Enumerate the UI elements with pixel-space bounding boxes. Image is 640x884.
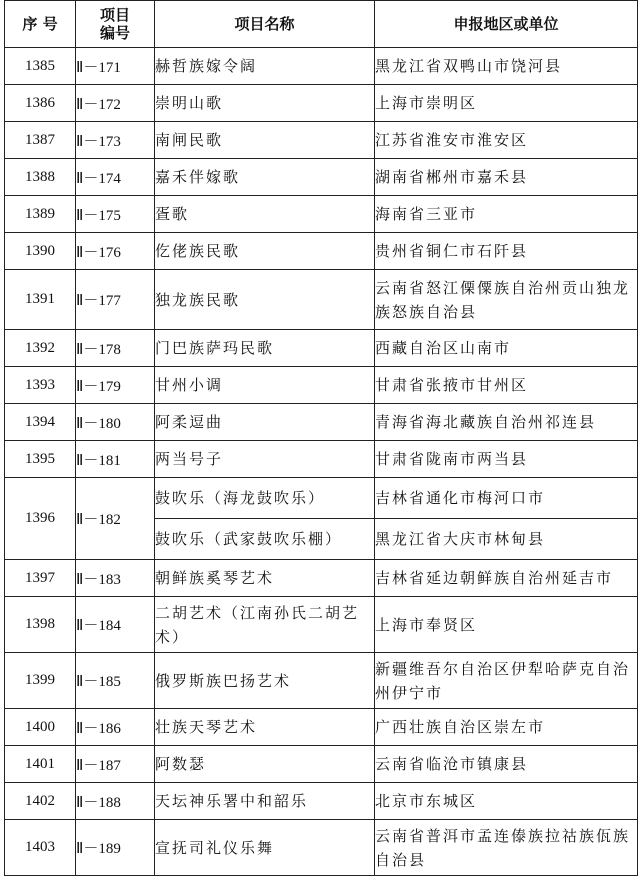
table-row xyxy=(5,783,638,820)
row-area: 云南省怒江傈僳族自治州贡山独龙族怒族自治县 xyxy=(375,270,638,330)
row-area: 黑龙江省双鸭山市饶河县 xyxy=(375,48,638,85)
row-area: 上海市崇明区 xyxy=(375,85,638,122)
row-seq: 1403 xyxy=(5,820,76,876)
table-row xyxy=(5,653,638,709)
row-name: 门巴族萨玛民歌 xyxy=(155,330,375,367)
table-row xyxy=(5,441,638,478)
table-row xyxy=(5,367,638,404)
row-name: 赫哲族嫁令阔 xyxy=(155,48,375,85)
row-area: 甘肃省张掖市甘州区 xyxy=(375,367,638,404)
header-seq: 序 号 xyxy=(5,1,76,48)
row-code: Ⅱ－174 xyxy=(76,159,155,196)
row-code: Ⅱ－171 xyxy=(76,48,155,85)
row-seq: 1393 xyxy=(5,367,76,404)
row-name: 甘州小调 xyxy=(155,367,375,404)
table-header-row xyxy=(5,1,638,48)
header-code-line1: 项目 xyxy=(99,6,130,24)
row-area: 黑龙江省大庆市林甸县 xyxy=(375,519,638,560)
row-seq: 1397 xyxy=(5,560,76,597)
row-area: 吉林省延边朝鲜族自治州延吉市 xyxy=(375,560,638,597)
row-area: 北京市东城区 xyxy=(375,783,638,820)
row-name: 二胡艺术（江南孙氏二胡艺术） xyxy=(155,597,375,653)
row-seq: 1394 xyxy=(5,404,76,441)
table-row xyxy=(5,196,638,233)
row-seq: 1389 xyxy=(5,196,76,233)
row-name: 天坛神乐署中和韶乐 xyxy=(155,783,375,820)
table-row xyxy=(5,404,638,441)
header-name: 项目名称 xyxy=(155,1,375,48)
row-name: 崇明山歌 xyxy=(155,85,375,122)
row-code: Ⅱ－189 xyxy=(76,820,155,876)
row-name: 仡佬族民歌 xyxy=(155,233,375,270)
table-row xyxy=(5,597,638,653)
table-row xyxy=(5,709,638,746)
table-row xyxy=(5,159,638,196)
row-code: Ⅱ－180 xyxy=(76,404,155,441)
row-seq: 1399 xyxy=(5,653,76,709)
row-seq: 1398 xyxy=(5,597,76,653)
row-area: 青海省海北藏族自治州祁连县 xyxy=(375,404,638,441)
row-code: Ⅱ－187 xyxy=(76,746,155,783)
row-code: Ⅱ－181 xyxy=(76,441,155,478)
table-row xyxy=(5,560,638,597)
table-row xyxy=(5,48,638,85)
row-seq: 1395 xyxy=(5,441,76,478)
row-seq: 1396 xyxy=(5,478,76,560)
row-seq: 1392 xyxy=(5,330,76,367)
row-code: Ⅱ－179 xyxy=(76,367,155,404)
header-area: 申报地区或单位 xyxy=(375,1,638,48)
row-area: 湖南省郴州市嘉禾县 xyxy=(375,159,638,196)
row-area: 吉林省通化市梅河口市 xyxy=(375,478,638,519)
row-code: Ⅱ－172 xyxy=(76,85,155,122)
row-name: 鼓吹乐（海龙鼓吹乐） xyxy=(155,478,375,519)
row-seq: 1390 xyxy=(5,233,76,270)
table-row xyxy=(5,270,638,330)
row-seq: 1385 xyxy=(5,48,76,85)
row-name: 阿柔逗曲 xyxy=(155,404,375,441)
header-code xyxy=(76,1,155,48)
row-area: 上海市奉贤区 xyxy=(375,597,638,653)
row-code: Ⅱ－185 xyxy=(76,653,155,709)
row-name: 宣抚司礼仪乐舞 xyxy=(155,820,375,876)
table-row xyxy=(5,478,638,519)
row-name: 壮族天琴艺术 xyxy=(155,709,375,746)
row-seq: 1386 xyxy=(5,85,76,122)
row-name: 独龙族民歌 xyxy=(155,270,375,330)
table-row xyxy=(5,820,638,876)
row-name: 嘉禾伴嫁歌 xyxy=(155,159,375,196)
row-area: 海南省三亚市 xyxy=(375,196,638,233)
row-code: Ⅱ－173 xyxy=(76,122,155,159)
row-area: 甘肃省陇南市两当县 xyxy=(375,441,638,478)
header-code-line2: 编号 xyxy=(99,24,130,42)
row-area: 云南省普洱市孟连傣族拉祜族佤族自治县 xyxy=(375,820,638,876)
row-seq: 1391 xyxy=(5,270,76,330)
row-name: 朝鲜族奚琴艺术 xyxy=(155,560,375,597)
row-code: Ⅱ－177 xyxy=(76,270,155,330)
row-name: 两当号子 xyxy=(155,441,375,478)
row-name: 鼓吹乐（武家鼓吹乐棚） xyxy=(155,519,375,560)
row-area: 广西壮族自治区崇左市 xyxy=(375,709,638,746)
row-area: 西藏自治区山南市 xyxy=(375,330,638,367)
row-code: Ⅱ－183 xyxy=(76,560,155,597)
row-seq: 1400 xyxy=(5,709,76,746)
row-name: 阿数瑟 xyxy=(155,746,375,783)
table-row xyxy=(5,122,638,159)
row-seq: 1402 xyxy=(5,783,76,820)
row-name: 俄罗斯族巴扬艺术 xyxy=(155,653,375,709)
heritage-table xyxy=(4,0,638,876)
row-code: Ⅱ－182 xyxy=(76,478,155,560)
row-code: Ⅱ－178 xyxy=(76,330,155,367)
row-name: 南闸民歌 xyxy=(155,122,375,159)
table-row xyxy=(5,85,638,122)
row-code: Ⅱ－188 xyxy=(76,783,155,820)
row-area: 江苏省淮安市淮安区 xyxy=(375,122,638,159)
row-area: 贵州省铜仁市石阡县 xyxy=(375,233,638,270)
table-row xyxy=(5,233,638,270)
row-code: Ⅱ－175 xyxy=(76,196,155,233)
row-code: Ⅱ－186 xyxy=(76,709,155,746)
row-seq: 1388 xyxy=(5,159,76,196)
row-seq: 1401 xyxy=(5,746,76,783)
table-row xyxy=(5,746,638,783)
table-row xyxy=(5,330,638,367)
row-area: 新疆维吾尔自治区伊犁哈萨克自治州伊宁市 xyxy=(375,653,638,709)
row-name: 疍歌 xyxy=(155,196,375,233)
row-code: Ⅱ－176 xyxy=(76,233,155,270)
row-area: 云南省临沧市镇康县 xyxy=(375,746,638,783)
row-code: Ⅱ－184 xyxy=(76,597,155,653)
row-seq: 1387 xyxy=(5,122,76,159)
